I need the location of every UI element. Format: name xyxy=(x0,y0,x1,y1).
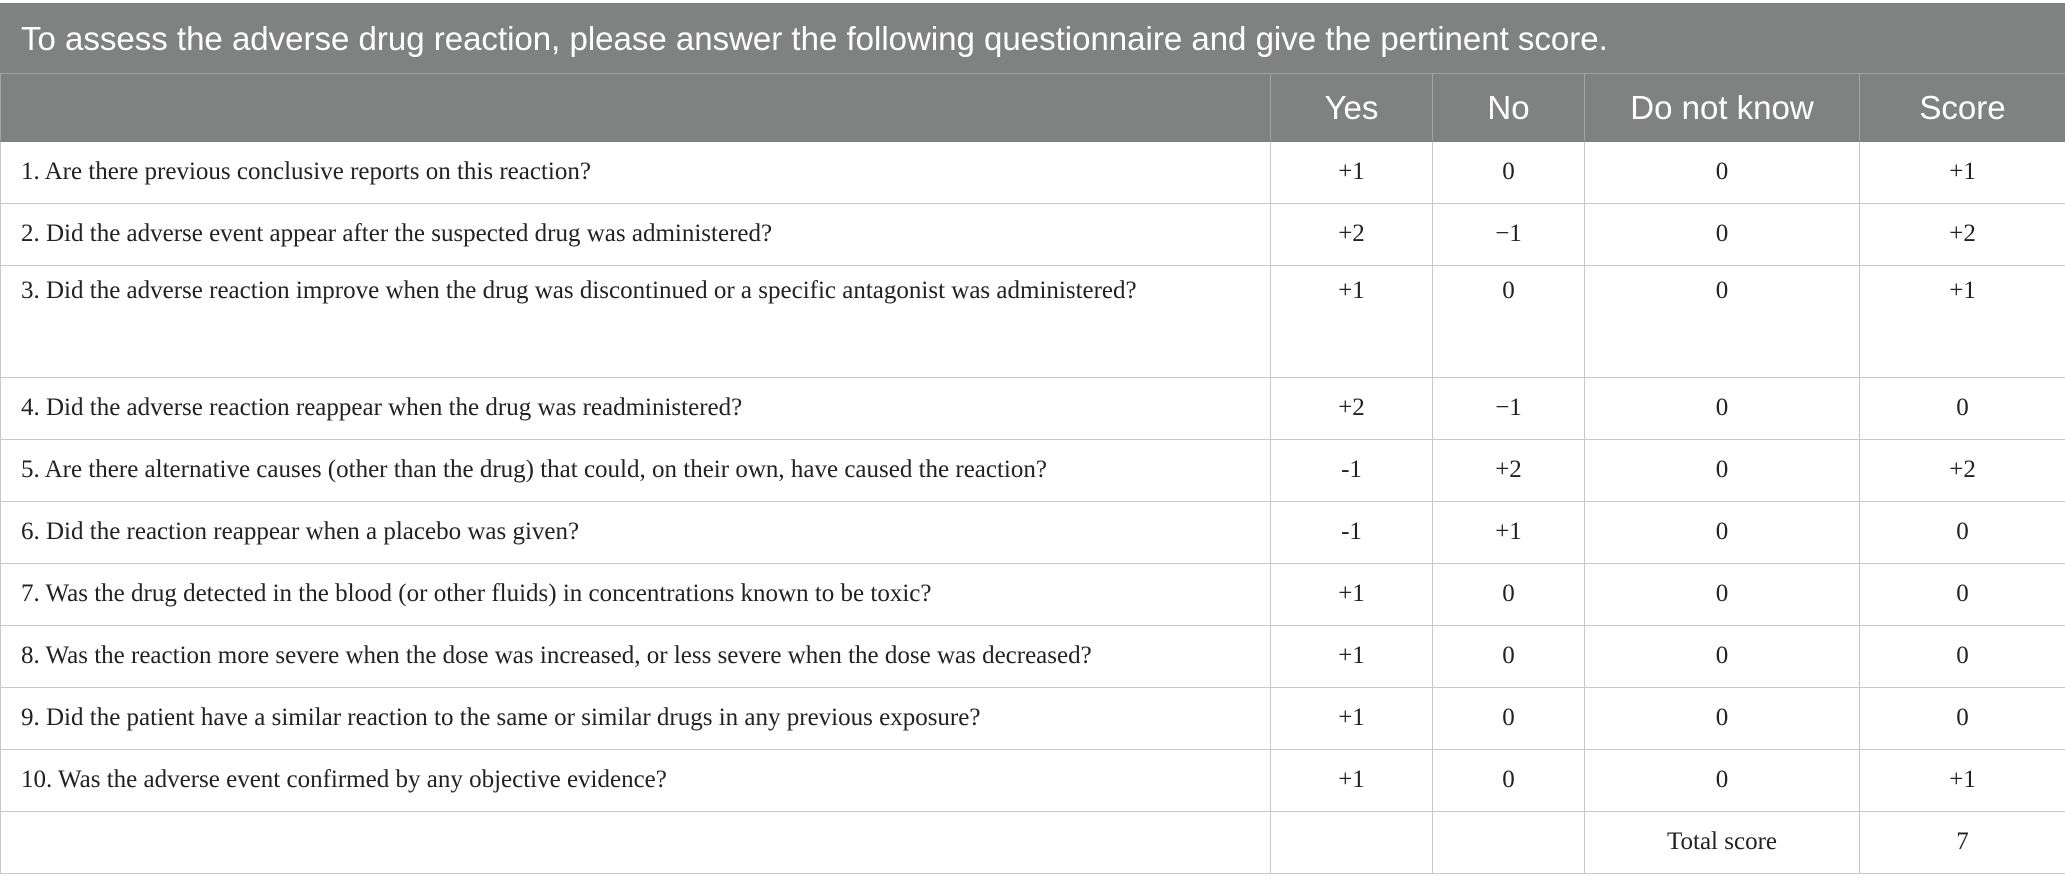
yes-cell: +1 xyxy=(1271,750,1433,812)
column-header-yes: Yes xyxy=(1271,74,1433,142)
score-cell: 0 xyxy=(1860,688,2065,750)
total-empty-cell xyxy=(1433,812,1585,874)
question-cell xyxy=(1,688,1271,750)
score-cell: +2 xyxy=(1860,440,2065,502)
score-cell: 0 xyxy=(1860,378,2065,440)
questionnaire-table-container xyxy=(0,3,2065,874)
question-text: 8. Was the reaction more severe when the dose was increased, or less severe when the dose was decreased? xyxy=(21,642,1092,669)
no-cell: 0 xyxy=(1433,142,1585,204)
do-not-know-cell: 0 xyxy=(1585,502,1860,564)
total-empty-cell xyxy=(1271,812,1433,874)
adr-questionnaire-table xyxy=(0,3,2065,874)
question-cell xyxy=(1,502,1271,564)
table-row xyxy=(1,688,2065,750)
question-text: 9. Did the patient have a similar reaction to the same or similar drugs in any previous exposure? xyxy=(21,704,981,731)
yes-cell: -1 xyxy=(1271,502,1433,564)
no-cell: +2 xyxy=(1433,440,1585,502)
do-not-know-cell: 0 xyxy=(1585,378,1860,440)
total-empty-cell xyxy=(1,812,1271,874)
question-cell xyxy=(1,378,1271,440)
question-text: 2. Did the adverse event appear after the suspected drug was administered? xyxy=(21,220,773,247)
column-header-no: No xyxy=(1433,74,1585,142)
no-cell: 0 xyxy=(1433,750,1585,812)
question-cell xyxy=(1,266,1271,378)
yes-cell: +1 xyxy=(1271,626,1433,688)
table-row xyxy=(1,142,2065,204)
do-not-know-cell: 0 xyxy=(1585,564,1860,626)
question-text: 1. Are there previous conclusive reports on this reaction? xyxy=(21,158,591,185)
table-row xyxy=(1,378,2065,440)
question-text: 5. Are there alternative causes (other than the drug) that could, on their own, have caused the reaction? xyxy=(21,456,1047,483)
score-cell: 0 xyxy=(1860,564,2065,626)
no-cell: 0 xyxy=(1433,266,1585,378)
score-cell: +2 xyxy=(1860,204,2065,266)
yes-cell: +2 xyxy=(1271,378,1433,440)
do-not-know-cell: 0 xyxy=(1585,266,1860,378)
do-not-know-cell: 0 xyxy=(1585,750,1860,812)
column-header-do-not-know: Do not know xyxy=(1585,74,1860,142)
yes-cell: +2 xyxy=(1271,204,1433,266)
table-title-row xyxy=(1,4,2065,74)
yes-cell: +1 xyxy=(1271,266,1433,378)
no-cell: −1 xyxy=(1433,204,1585,266)
table-title: To assess the adverse drug reaction, please answer the following questionnaire and give the pertinent score. xyxy=(1,4,2065,74)
yes-cell: +1 xyxy=(1271,564,1433,626)
do-not-know-cell: 0 xyxy=(1585,626,1860,688)
no-cell: +1 xyxy=(1433,502,1585,564)
do-not-know-cell: 0 xyxy=(1585,142,1860,204)
question-cell xyxy=(1,750,1271,812)
table-header-row xyxy=(1,74,2065,142)
table-row xyxy=(1,502,2065,564)
yes-cell: +1 xyxy=(1271,142,1433,204)
question-cell xyxy=(1,626,1271,688)
question-text: 6. Did the reaction reappear when a placebo was given? xyxy=(21,518,580,545)
table-row xyxy=(1,266,2065,378)
question-cell xyxy=(1,204,1271,266)
no-cell: 0 xyxy=(1433,564,1585,626)
table-row xyxy=(1,564,2065,626)
question-cell xyxy=(1,142,1271,204)
yes-cell: +1 xyxy=(1271,688,1433,750)
total-row xyxy=(1,812,2065,874)
question-text: 10. Was the adverse event confirmed by any objective evidence? xyxy=(21,766,667,793)
column-header-question xyxy=(1,74,1271,142)
no-cell: 0 xyxy=(1433,688,1585,750)
table-row xyxy=(1,626,2065,688)
do-not-know-cell: 0 xyxy=(1585,440,1860,502)
table-row xyxy=(1,750,2065,812)
no-cell: 0 xyxy=(1433,626,1585,688)
score-cell: +1 xyxy=(1860,266,2065,378)
score-cell: 0 xyxy=(1860,502,2065,564)
question-text: 3. Did the adverse reaction improve when the drug was discontinued or a specific antagonist was administered? xyxy=(21,277,1137,304)
score-cell: 0 xyxy=(1860,626,2065,688)
table-row xyxy=(1,204,2065,266)
column-header-score: Score xyxy=(1860,74,2065,142)
total-score-value: 7 xyxy=(1860,812,2065,874)
total-score-label: Total score xyxy=(1585,812,1860,874)
question-cell xyxy=(1,440,1271,502)
question-text: 4. Did the adverse reaction reappear when the drug was readministered? xyxy=(21,394,743,421)
question-cell xyxy=(1,564,1271,626)
table-row xyxy=(1,440,2065,502)
do-not-know-cell: 0 xyxy=(1585,688,1860,750)
score-cell: +1 xyxy=(1860,750,2065,812)
no-cell: −1 xyxy=(1433,378,1585,440)
question-text: 7. Was the drug detected in the blood (or other fluids) in concentrations known to be toxic? xyxy=(21,580,932,607)
yes-cell: -1 xyxy=(1271,440,1433,502)
do-not-know-cell: 0 xyxy=(1585,204,1860,266)
score-cell: +1 xyxy=(1860,142,2065,204)
